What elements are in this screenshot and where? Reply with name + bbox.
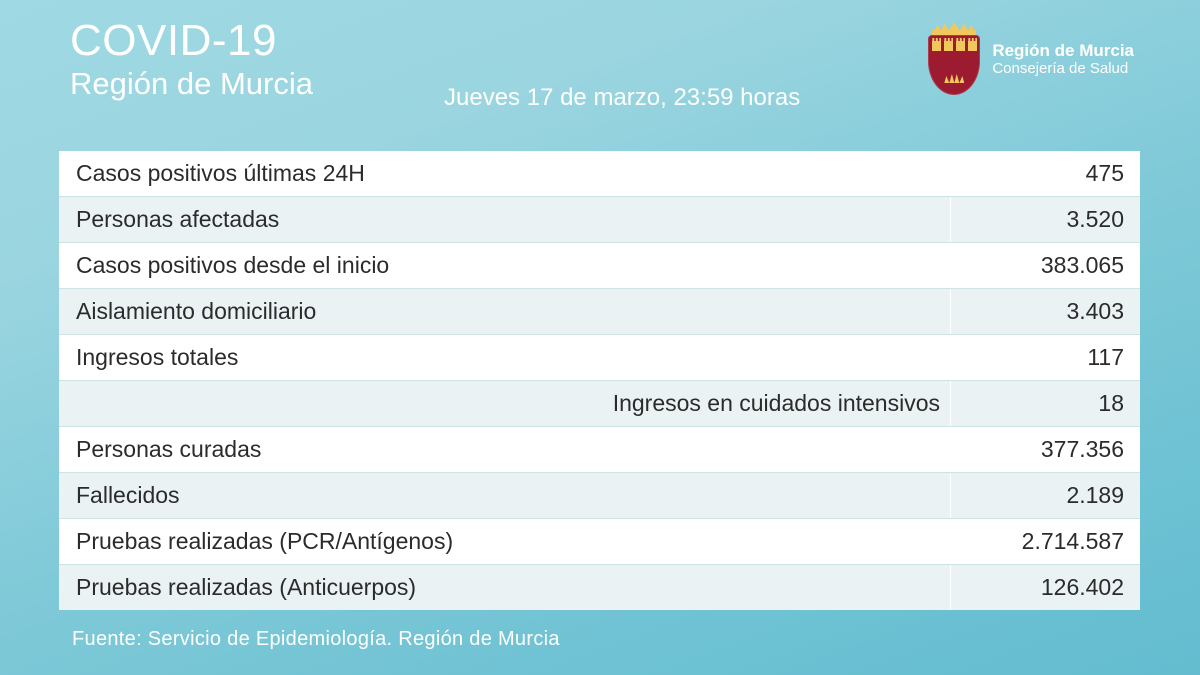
- row-label: Personas afectadas: [59, 197, 950, 242]
- row-value: 126.402: [950, 565, 1140, 610]
- murcia-coat-of-arms-icon: [926, 22, 982, 96]
- row-value: 2.189: [950, 473, 1140, 518]
- table-row: [59, 519, 1140, 565]
- row-value: 377.356: [950, 427, 1140, 472]
- row-value: 18: [950, 381, 1140, 426]
- row-label: Aislamiento domiciliario: [59, 289, 950, 334]
- row-label: Ingresos totales: [59, 335, 950, 380]
- row-value: 3.520: [950, 197, 1140, 242]
- row-value: 3.403: [950, 289, 1140, 334]
- crown-icon: [932, 22, 976, 36]
- logo-line-department: Consejería de Salud: [992, 60, 1129, 78]
- table-row: [59, 197, 1140, 243]
- table-row-sub: [59, 381, 1140, 427]
- table-row: [59, 427, 1140, 473]
- table-row: [59, 565, 1140, 610]
- logo-line-region: Región de Murcia: [992, 40, 1134, 60]
- row-label: Pruebas realizadas (PCR/Antígenos): [59, 519, 950, 564]
- row-label: Ingresos en cuidados intensivos: [59, 381, 950, 426]
- row-value: 2.714.587: [950, 519, 1140, 564]
- table-row: [59, 243, 1140, 289]
- row-label: Casos positivos últimas 24H: [59, 151, 950, 196]
- row-label: Pruebas realizadas (Anticuerpos): [59, 565, 950, 610]
- page-title: COVID-19: [70, 16, 277, 65]
- table-row: [59, 289, 1140, 335]
- table-row: [59, 335, 1140, 381]
- row-label: Casos positivos desde el inicio: [59, 243, 950, 288]
- logo-text: [992, 41, 1134, 78]
- row-value: 475: [950, 151, 1140, 196]
- title-block: [70, 18, 313, 102]
- table-row: [59, 151, 1140, 197]
- page-subtitle: Región de Murcia: [70, 66, 313, 102]
- row-label: Fallecidos: [59, 473, 950, 518]
- source-note: Fuente: Servicio de Epidemiología. Región de Murcia: [72, 628, 560, 650]
- shield-icon: [928, 35, 980, 95]
- row-value: 117: [950, 335, 1140, 380]
- regional-government-logo: [926, 22, 1134, 96]
- row-value: 383.065: [950, 243, 1140, 288]
- table-row: [59, 473, 1140, 519]
- report-date: Jueves 17 de marzo, 23:59 horas: [444, 84, 801, 111]
- header: [0, 0, 1200, 140]
- row-label: Personas curadas: [59, 427, 950, 472]
- stats-table: [59, 151, 1140, 610]
